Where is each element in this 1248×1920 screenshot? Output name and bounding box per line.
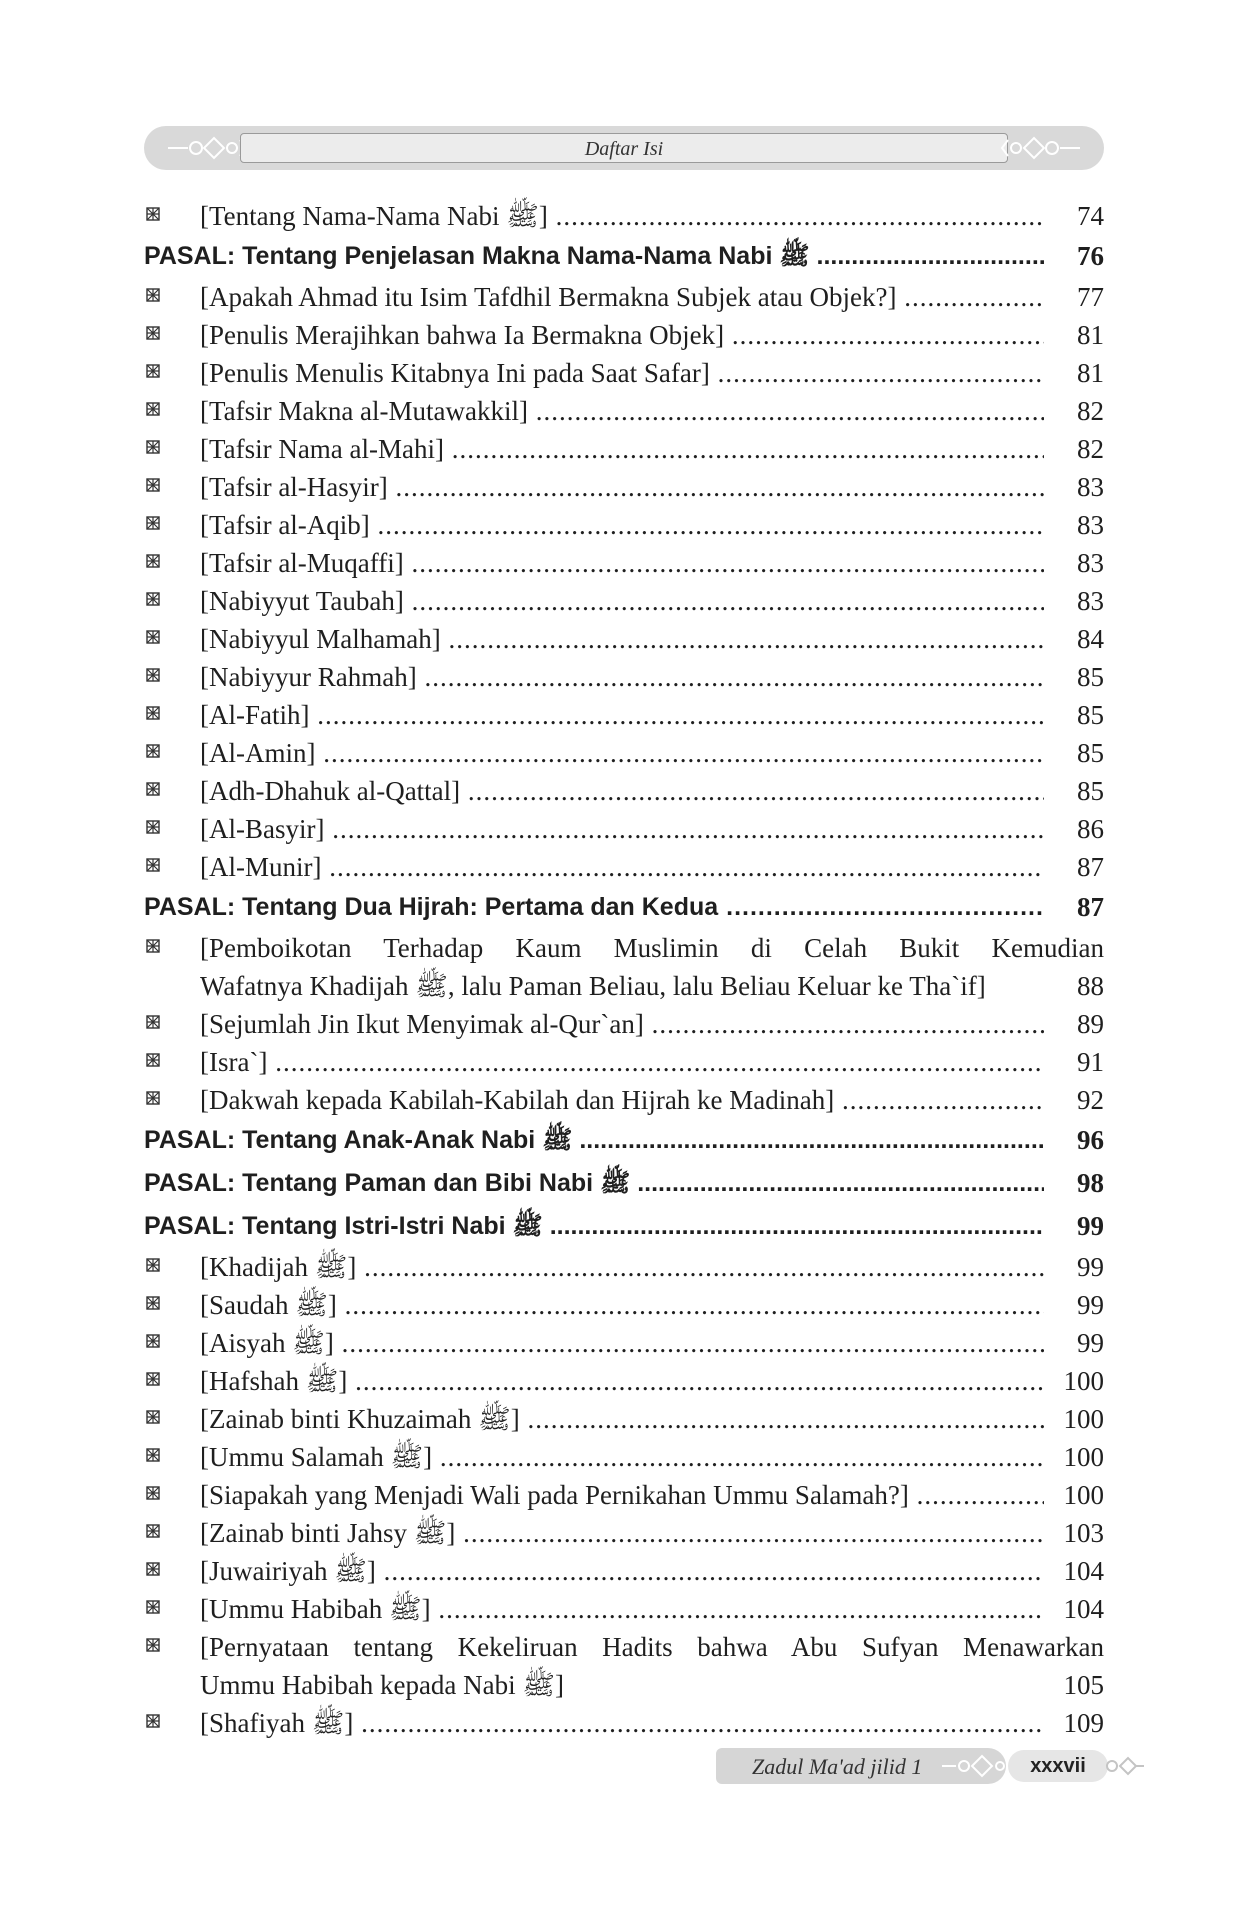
bullet-ornament-icon — [146, 592, 160, 606]
footer-ornament-left-icon — [942, 1750, 1012, 1782]
toc-entry — [144, 466, 1104, 504]
bullet-ornament-icon — [146, 516, 160, 530]
toc-page-number: 74 — [1077, 201, 1104, 231]
bullet-ornament-icon — [146, 668, 160, 682]
bullet-ornament-icon — [146, 1410, 160, 1424]
toc-page-number: 99 — [1077, 1290, 1104, 1320]
toc-entry-title: [Tafsir al-Muqaffi] ..... — [200, 544, 1044, 582]
bullet-ornament-icon — [146, 1638, 160, 1652]
toc-page-number: 100 — [1063, 1404, 1104, 1434]
toc-page-number: 83 — [1077, 548, 1104, 578]
toc-entry-title: [Isra`] ..... — [200, 1043, 1044, 1081]
toc-entry-title: [Ummu Salamah ﷺ] ..... — [200, 1438, 1044, 1476]
toc-entry-title-line2: Wafatnya Khadijah ﷺ, lalu Paman Beliau, lalu Beliau Keluar ke Tha`if] — [200, 971, 986, 1001]
toc-page-number: 84 — [1077, 624, 1104, 654]
bullet-ornament-icon — [146, 1015, 160, 1029]
running-footer — [716, 1748, 1146, 1786]
toc-page-number: 103 — [1063, 1518, 1104, 1548]
bullet-ornament-icon — [146, 402, 160, 416]
toc-page-number: 85 — [1077, 776, 1104, 806]
toc-chapter-title: PASAL: Tentang Dua Hijrah: Pertama dan Kedua ..... — [144, 888, 1044, 926]
footer-book-title: Zadul Ma'ad jilid 1 — [752, 1754, 923, 1779]
toc-entry-title: [Tafsir al-Hasyir] ..... — [200, 468, 1044, 506]
running-header — [144, 126, 1104, 170]
toc-entry — [144, 1003, 1104, 1041]
toc-entry-title-line1: [Pernyataan tentang Kekeliruan Hadits bahwa Abu Sufyan Menawarkan — [200, 1632, 1104, 1662]
toc-entry — [144, 1079, 1104, 1117]
toc-entry-title-line2: Ummu Habibah kepada Nabi ﷺ] — [200, 1670, 565, 1700]
toc-page-number: 76 — [1077, 241, 1104, 271]
toc-page-number: 98 — [1077, 1168, 1104, 1198]
bullet-ornament-icon — [146, 1334, 160, 1348]
toc-entry — [144, 618, 1104, 656]
toc-entry-title: [Nabiyyul Malhamah] ..... — [200, 620, 1044, 658]
toc-chapter-heading — [144, 884, 1104, 927]
bullet-ornament-icon — [146, 1053, 160, 1067]
toc-page-number: 86 — [1077, 814, 1104, 844]
toc-entry-title: [Hafshah ﷺ] ..... — [200, 1362, 1044, 1400]
toc-entry-title: [Tentang Nama-Nama Nabi ﷺ] ..... — [200, 197, 1044, 235]
header-title: Daftar Isi — [584, 138, 664, 160]
toc-entry-title: [Penulis Menulis Kitabnya Ini pada Saat Safar] ..... — [200, 354, 1044, 392]
toc-page-number: 96 — [1077, 1125, 1104, 1155]
bullet-ornament-icon — [146, 1600, 160, 1614]
bullet-ornament-icon — [146, 1296, 160, 1310]
toc-chapter-heading — [144, 1117, 1104, 1160]
toc-entry — [144, 1246, 1104, 1284]
toc-entry-title: [Al-Amin] ..... — [200, 734, 1044, 772]
bullet-ornament-icon — [146, 288, 160, 302]
toc-page-number: 99 — [1077, 1252, 1104, 1282]
toc-entry — [144, 694, 1104, 732]
bullet-ornament-icon — [146, 364, 160, 378]
toc-page-number: 100 — [1063, 1442, 1104, 1472]
toc-entry — [144, 1284, 1104, 1322]
bullet-ornament-icon — [146, 858, 160, 872]
toc-entry — [144, 656, 1104, 694]
bullet-ornament-icon — [146, 1486, 160, 1500]
toc-page-number: 83 — [1077, 472, 1104, 502]
toc-page-number: 88 — [1077, 971, 1104, 1001]
toc-entry — [144, 352, 1104, 390]
toc-page-number: 83 — [1077, 510, 1104, 540]
toc-page-number: 92 — [1077, 1085, 1104, 1115]
header-frame — [240, 133, 1008, 163]
toc-entry-title: [Tafsir Nama al-Mahi] ..... — [200, 430, 1044, 468]
toc-page-number: 81 — [1077, 320, 1104, 350]
toc-entry-title: [Juwairiyah ﷺ] ..... — [200, 1552, 1044, 1590]
toc-entry — [144, 1322, 1104, 1360]
toc-entry — [144, 1474, 1104, 1512]
toc-entry — [144, 1436, 1104, 1474]
ornament-right-icon — [1000, 132, 1080, 164]
toc-page-number: 77 — [1077, 282, 1104, 312]
toc-entry-title: [Dakwah kepada Kabilah-Kabilah dan Hijrah ke Madinah] ..... — [200, 1081, 1044, 1119]
toc-page-number: 85 — [1077, 700, 1104, 730]
toc-page-number: 87 — [1077, 852, 1104, 882]
toc-entry-title: [Zainab binti Khuzaimah ﷺ] ..... — [200, 1400, 1044, 1438]
bullet-ornament-icon — [146, 1524, 160, 1538]
toc-entry — [144, 276, 1104, 314]
toc-chapter-title: PASAL: Tentang Penjelasan Makna Nama-Nama Nabi ﷺ ..... — [144, 237, 1044, 275]
toc-page-number: 81 — [1077, 358, 1104, 388]
toc-entry-title: [Siapakah yang Menjadi Wali pada Pernikahan Ummu Salamah?] ..... — [200, 1476, 1044, 1514]
bullet-ornament-icon — [146, 782, 160, 796]
toc-entry — [144, 390, 1104, 428]
toc-page-number: 99 — [1077, 1211, 1104, 1241]
bullet-ornament-icon — [146, 706, 160, 720]
toc-page-number: 87 — [1077, 892, 1104, 922]
toc-page-number: 100 — [1063, 1366, 1104, 1396]
toc-entry — [144, 1512, 1104, 1550]
toc-entry-title: [Saudah ﷺ] ..... — [200, 1286, 1044, 1324]
toc-entry — [144, 1398, 1104, 1436]
bullet-ornament-icon — [146, 326, 160, 340]
toc-page-number: 89 — [1077, 1009, 1104, 1039]
bullet-ornament-icon — [146, 744, 160, 758]
toc-entry — [144, 542, 1104, 580]
toc-entry — [144, 1588, 1104, 1626]
toc-entry-title: [Zainab binti Jahsy ﷺ] ..... — [200, 1514, 1044, 1552]
footer-ornament-right-icon — [1104, 1750, 1144, 1782]
toc-entry — [144, 846, 1104, 884]
toc-entry-title-line1: [Pemboikotan Terhadap Kaum Muslimin di Celah Bukit Kemudian — [200, 933, 1104, 963]
bullet-ornament-icon — [146, 1258, 160, 1272]
toc-entry — [144, 1626, 1104, 1702]
toc-entry — [144, 808, 1104, 846]
ornament-left-icon — [168, 132, 248, 164]
toc-entry — [144, 1041, 1104, 1079]
toc-page-number: 85 — [1077, 738, 1104, 768]
toc-entry — [144, 580, 1104, 618]
bullet-ornament-icon — [146, 1448, 160, 1462]
toc-page-number: 104 — [1063, 1594, 1104, 1624]
toc-chapter-heading — [144, 1203, 1104, 1246]
toc-entry — [144, 732, 1104, 770]
bullet-ornament-icon — [146, 478, 160, 492]
bullet-ornament-icon — [146, 1714, 160, 1728]
bullet-ornament-icon — [146, 820, 160, 834]
toc-page-number: 109 — [1063, 1708, 1104, 1738]
toc-chapter-title: PASAL: Tentang Paman dan Bibi Nabi ﷺ ..... — [144, 1164, 1044, 1202]
toc-entry — [144, 1360, 1104, 1398]
toc-page-number: 85 — [1077, 662, 1104, 692]
toc-entry — [144, 770, 1104, 808]
toc-chapter-title: PASAL: Tentang Istri-Istri Nabi ﷺ ..... — [144, 1207, 1044, 1245]
table-of-contents — [144, 195, 1104, 1740]
bullet-ornament-icon — [146, 1372, 160, 1386]
toc-entry — [144, 428, 1104, 466]
toc-entry — [144, 1702, 1104, 1740]
toc-entry-title: [Aisyah ﷺ] ..... — [200, 1324, 1044, 1362]
toc-entry-title: [Al-Munir] ..... — [200, 848, 1044, 886]
toc-entry-title: [Penulis Merajihkan bahwa Ia Bermakna Objek] ..... — [200, 316, 1044, 354]
toc-chapter-heading — [144, 1160, 1104, 1203]
bullet-ornament-icon — [146, 554, 160, 568]
toc-entry — [144, 1550, 1104, 1588]
toc-entry-title: [Khadijah ﷺ] ..... — [200, 1248, 1044, 1286]
toc-entry — [144, 927, 1104, 1003]
toc-entry-title: [Adh-Dhahuk al-Qattal] ..... — [200, 772, 1044, 810]
toc-page-number: 82 — [1077, 434, 1104, 464]
toc-page-number: 91 — [1077, 1047, 1104, 1077]
bullet-ornament-icon — [146, 440, 160, 454]
toc-entry-title: [Tafsir al-Aqib] ..... — [200, 506, 1044, 544]
toc-page-number: 104 — [1063, 1556, 1104, 1586]
toc-entry — [144, 504, 1104, 542]
toc-entry-title: [Al-Basyir] ..... — [200, 810, 1044, 848]
bullet-ornament-icon — [146, 939, 160, 953]
toc-entry-title: [Shafiyah ﷺ] ..... — [200, 1704, 1044, 1742]
bullet-ornament-icon — [146, 207, 160, 221]
toc-entry-title: [Sejumlah Jin Ikut Menyimak al-Qur`an] ..... — [200, 1005, 1044, 1043]
toc-chapter-heading — [144, 233, 1104, 276]
page-number: xxxvii — [1008, 1750, 1108, 1782]
toc-page-number: 82 — [1077, 396, 1104, 426]
toc-entry-title: [Nabiyyur Rahmah] ..... — [200, 658, 1044, 696]
toc-page-number: 99 — [1077, 1328, 1104, 1358]
bullet-ornament-icon — [146, 630, 160, 644]
bullet-ornament-icon — [146, 1562, 160, 1576]
toc-entry-title: [Al-Fatih] ..... — [200, 696, 1044, 734]
toc-entry-title: [Ummu Habibah ﷺ] ..... — [200, 1590, 1044, 1628]
toc-entry — [144, 195, 1104, 233]
toc-chapter-title: PASAL: Tentang Anak-Anak Nabi ﷺ ..... — [144, 1121, 1044, 1159]
toc-page-number: 100 — [1063, 1480, 1104, 1510]
toc-entry-title: [Apakah Ahmad itu Isim Tafdhil Bermakna Subjek atau Objek?] ..... — [200, 278, 1044, 316]
bullet-ornament-icon — [146, 1091, 160, 1105]
toc-entry — [144, 314, 1104, 352]
toc-entry-title: [Tafsir Makna al-Mutawakkil] ..... — [200, 392, 1044, 430]
toc-entry-title: [Nabiyyut Taubah] ..... — [200, 582, 1044, 620]
toc-page-number: 83 — [1077, 586, 1104, 616]
toc-page-number: 105 — [1063, 1670, 1104, 1700]
